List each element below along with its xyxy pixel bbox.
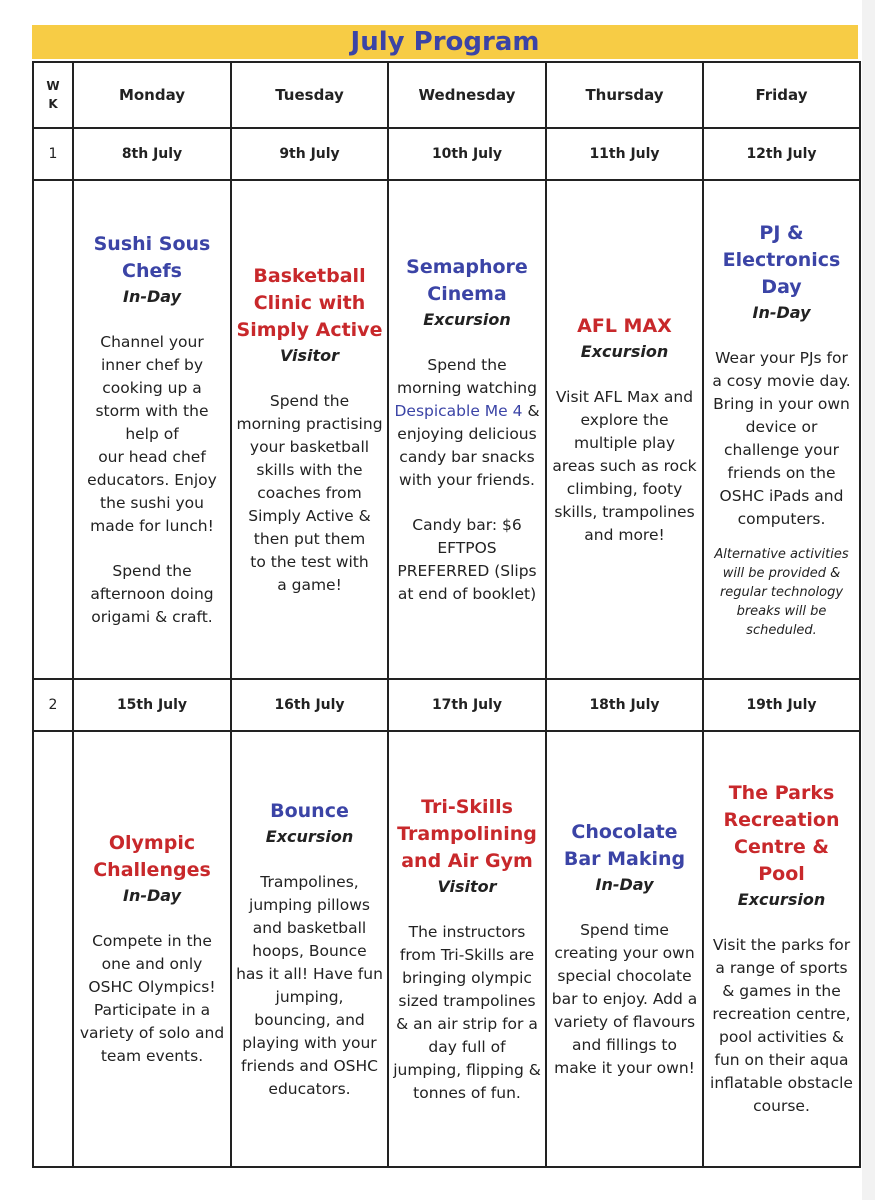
date-cell: 10th July (388, 128, 546, 180)
activity-description: Spend time creating your own special chocolate bar to enjoy. Add a variety of flavours and fillings to make it your own! (551, 920, 698, 1077)
day-header-wednesday: Wednesday (388, 62, 546, 128)
activity-title: Chocolate Bar Making (563, 820, 686, 870)
program-table (32, 61, 861, 1168)
activity-type: Visitor (279, 345, 340, 365)
week1-activity-row (33, 180, 860, 679)
activity-description: Spend the morning practising your basketball skills with the coaches from Simply Active & then put them to the test with a game! (236, 391, 383, 594)
week-number: 1 (33, 128, 73, 180)
activity-description: Compete in the one and only OSHC Olympics! Participate in a variety of solo and team events. (79, 932, 225, 1065)
date-cell: 15th July (73, 679, 231, 731)
movie-link[interactable]: Despicable Me 4 (394, 401, 523, 420)
activity-cell (388, 731, 546, 1167)
day-header-tuesday: Tuesday (231, 62, 388, 128)
activity-description-extra: Spend the afternoon doing origami & craft. (90, 561, 214, 626)
week-spacer-cell (33, 180, 73, 679)
activity-title: Olympic Challenges (93, 832, 211, 881)
date-cell: 19th July (703, 679, 860, 731)
activity-cell (73, 731, 231, 1167)
activity-title: Tri-Skills Trampolining and Air Gym (397, 795, 537, 872)
week-number: 2 (33, 679, 73, 731)
day-header-monday: Monday (73, 62, 231, 128)
week-spacer-cell (33, 731, 73, 1167)
date-cell: 11th July (546, 128, 703, 180)
activity-cell (703, 180, 860, 679)
activity-type: Excursion (737, 890, 826, 909)
date-cell: 16th July (231, 679, 388, 731)
activity-cell (231, 180, 388, 679)
activity-type: In-Day (123, 886, 181, 905)
activity-description (393, 354, 541, 492)
activity-description: Channel your inner chef by cooking up a storm with the help of our head chef educators. Enjoy the sushi you made for lunch! (87, 332, 217, 535)
activity-cell (73, 180, 231, 679)
week1-date-row (33, 128, 860, 180)
date-cell: 18th July (546, 679, 703, 731)
activity-title: Basketball Clinic with Simply Active (236, 264, 383, 341)
activity-title: Bounce (270, 799, 349, 822)
header-row (33, 62, 860, 128)
activity-cell (703, 731, 860, 1167)
activity-type: Excursion (265, 826, 354, 846)
week2-date-row (33, 679, 860, 731)
activity-note: Alternative activities will be provided & regular technology breaks will be scheduled. (714, 546, 849, 638)
activity-title: PJ & Electronics Day (722, 221, 841, 298)
activity-title: AFL MAX (577, 314, 672, 337)
day-header-friday: Friday (703, 62, 860, 128)
activity-cell (231, 731, 388, 1167)
wk-label-w: W (46, 79, 60, 93)
activity-title: Semaphore Cinema (406, 255, 528, 305)
description-text: & enjoying delicious candy bar snacks with your friends. (397, 401, 540, 489)
activity-description-extra: Candy bar: $6 EFTPOS PREFERRED (Slips at end of booklet) (397, 515, 537, 603)
activity-description: Visit the parks for a range of sports & games in the recreation centre, pool activities & fun on their aqua inflatable obstacle course. (710, 936, 853, 1115)
activity-description: The instructors from Tri-Skills are bringing olympic sized trampolines & an air strip for a day full of jumping, flipping & tonnes of fun. (393, 922, 541, 1102)
date-cell: 12th July (703, 128, 860, 180)
date-cell: 8th July (73, 128, 231, 180)
activity-type: Excursion (423, 309, 511, 329)
activity-title: Sushi Sous Chefs (93, 232, 211, 282)
activity-type: Visitor (437, 876, 497, 896)
week2-activity-row (33, 731, 860, 1167)
week-column-header (33, 62, 73, 128)
activity-type: In-Day (752, 302, 811, 322)
activity-description: Visit AFL Max and explore the multiple play areas such as rock climbing, footy skills, trampolines and more! (552, 387, 697, 544)
activity-description: Trampolines, jumping pillows and basketball hoops, Bounce has it all! Have fun jumping, bouncing, and playing with your friends and OSHC educators. (236, 872, 383, 1098)
date-cell: 17th July (388, 679, 546, 731)
activity-type: In-Day (595, 874, 654, 894)
activity-cell (388, 180, 546, 679)
activity-title: The Parks Recreation Centre & Pool (723, 782, 840, 885)
activity-type: Excursion (580, 341, 669, 361)
activity-description: Wear your PJs for a cosy movie day. Bring in your own device or challenge your friends on the OSHC iPads and computers. (712, 348, 851, 528)
day-header-thursday: Thursday (546, 62, 703, 128)
activity-cell (546, 731, 703, 1167)
description-text: Spend the morning watching (397, 355, 537, 397)
page-title: July Program (32, 25, 858, 59)
activity-type: In-Day (123, 286, 181, 306)
date-cell: 9th July (231, 128, 388, 180)
activity-cell (546, 180, 703, 679)
wk-label-k: K (48, 97, 58, 111)
